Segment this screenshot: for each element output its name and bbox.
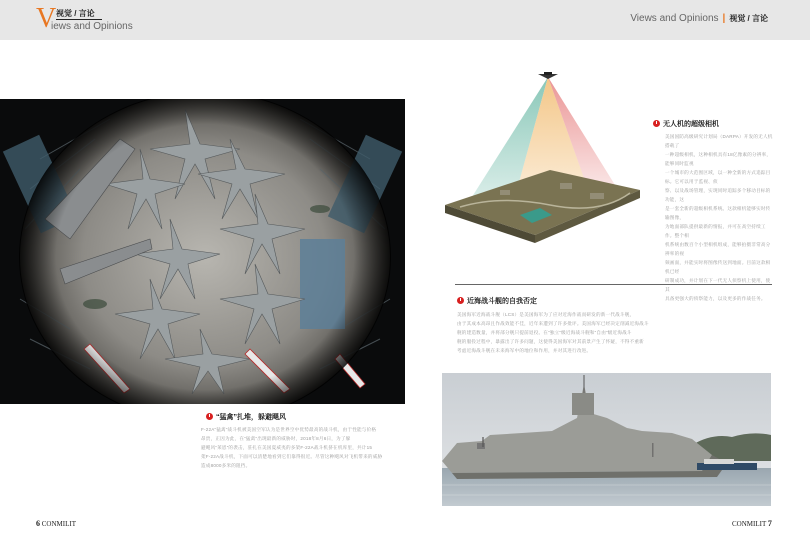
header-right-separator: | — [722, 13, 726, 24]
page-number-right: 7 — [767, 519, 772, 528]
title-bullet-icon — [653, 120, 660, 127]
hangar-photo-illustration — [0, 99, 405, 404]
drone-body-line: 为地面部队提供最新的情报，并可在高空持续工作。整个相 — [665, 224, 766, 238]
header-column-cn: 视觉 / 言论 — [56, 9, 95, 18]
fighters-body-line: 架F-22A战斗机，下面可以清楚地看到它们靠得很近。尽管这种飓风对飞机带来的威胁 — [201, 454, 383, 459]
header-right-cn: 视觉 / 言论 — [729, 14, 768, 23]
drone-camera-graphic — [440, 65, 640, 245]
fighters-body — [201, 425, 401, 470]
ship-body-line: 美国海军近海战斗舰（LCS）是美国海军为了应对近海作战而研发的新一代战斗舰， — [457, 312, 635, 317]
ship-body-line: 由于其成本高昂且作战效能不佳，近年来遭到了许多批评。美国海军已经决定削减近海战斗 — [457, 321, 649, 326]
drone-body-line: 一种超级相机，这种相机具有18亿像素的分辨率，能够同时监视 — [665, 152, 772, 166]
footer-left — [36, 519, 76, 528]
fighters-body-line: F-22A“猛禽”战斗机被美国空军认为是世界空中优势最高的战斗机，由于性能与价格 — [201, 427, 377, 432]
drone-camera-illustration — [440, 65, 640, 245]
hangar-fisheye-photo — [0, 99, 405, 404]
header-right — [630, 13, 768, 24]
drone-body-line: 研制成功，并计划在下一代无人侦察机上使用，使其 — [665, 278, 771, 292]
ship-body-line: 舰的服役过程中，暴露出了许多问题，这使得美国海军对其前景产生了怀疑，不得不重新 — [457, 339, 644, 344]
footer-right — [732, 519, 772, 528]
brand-left: CONMILIT — [41, 520, 76, 528]
ship-section-title — [457, 296, 537, 306]
drone-section-title — [653, 119, 719, 129]
drone-body-line: 机系统由数百个小型相机组成，能够拍摄非常高分辨率的视 — [665, 242, 771, 256]
drone-body-line: 一个城市的大范围区域，以一种全新的方式追踪目标。它可以用于监视、侦 — [665, 170, 771, 184]
header-underline — [56, 19, 102, 20]
brand-right: CONMILIT — [732, 520, 767, 528]
drone-body-line: 察、以及战场管理，实现同时追踪多个移动目标的功能，这 — [665, 188, 771, 202]
section-divider — [455, 284, 772, 285]
drone-body-line: 具备更强大的侦察能力，以及更多的作战任务。 — [665, 296, 766, 301]
ship-body-line: 舰的建造数量，并将部分舰只提前退役。在“独立”级近海战斗舰和“自由”级近海战斗 — [457, 330, 632, 335]
ship-body-line: 考虑近海战斗舰在未来海军中的地位和作用，并对其进行改进。 — [457, 348, 592, 353]
page-number-left: 6 — [36, 519, 40, 528]
fighters-section-title — [206, 412, 286, 422]
fighters-body-line: 造成8000多米的阻挡。 — [201, 463, 251, 468]
drone-body — [665, 132, 775, 303]
fighters-title-text: “猛禽”扎堆，躲避飓风 — [216, 414, 286, 421]
drone-body-line: 美国国防高级研究计划局（DARPA）开发的无人机搭载了 — [665, 134, 773, 148]
header-initial: V — [36, 3, 57, 34]
drone-title-text: 无人机的超级相机 — [663, 121, 719, 128]
ship-body — [457, 310, 775, 355]
drone-body-line: 频画面，并能实时将图像传送到地面。目前这款相机已经 — [665, 260, 771, 274]
fighters-body-line: 避飓风“莱恩”的袭击，驻扎在美国夏威夷的多架F-22A战斗机挤在机库里，共计15 — [201, 445, 373, 450]
drone-body-line: 是一套全新的超级相机系统。这款相机能够实时传输图像， — [665, 206, 771, 220]
littoral-ship-photo — [442, 373, 771, 506]
header-right-en: Views and Opinions — [630, 13, 719, 24]
ship-title-text: 近海战斗舰的自我否定 — [467, 298, 537, 305]
header-column-en: iews and Opinions — [51, 21, 133, 32]
ship-photo-illustration — [442, 373, 771, 506]
title-bullet-icon — [206, 413, 213, 420]
fighters-body-line: 昂贵，正因为此，在“猛禽”出现最新的威胁时，2018年8月6日，为了躲 — [201, 436, 351, 441]
title-bullet-icon — [457, 297, 464, 304]
